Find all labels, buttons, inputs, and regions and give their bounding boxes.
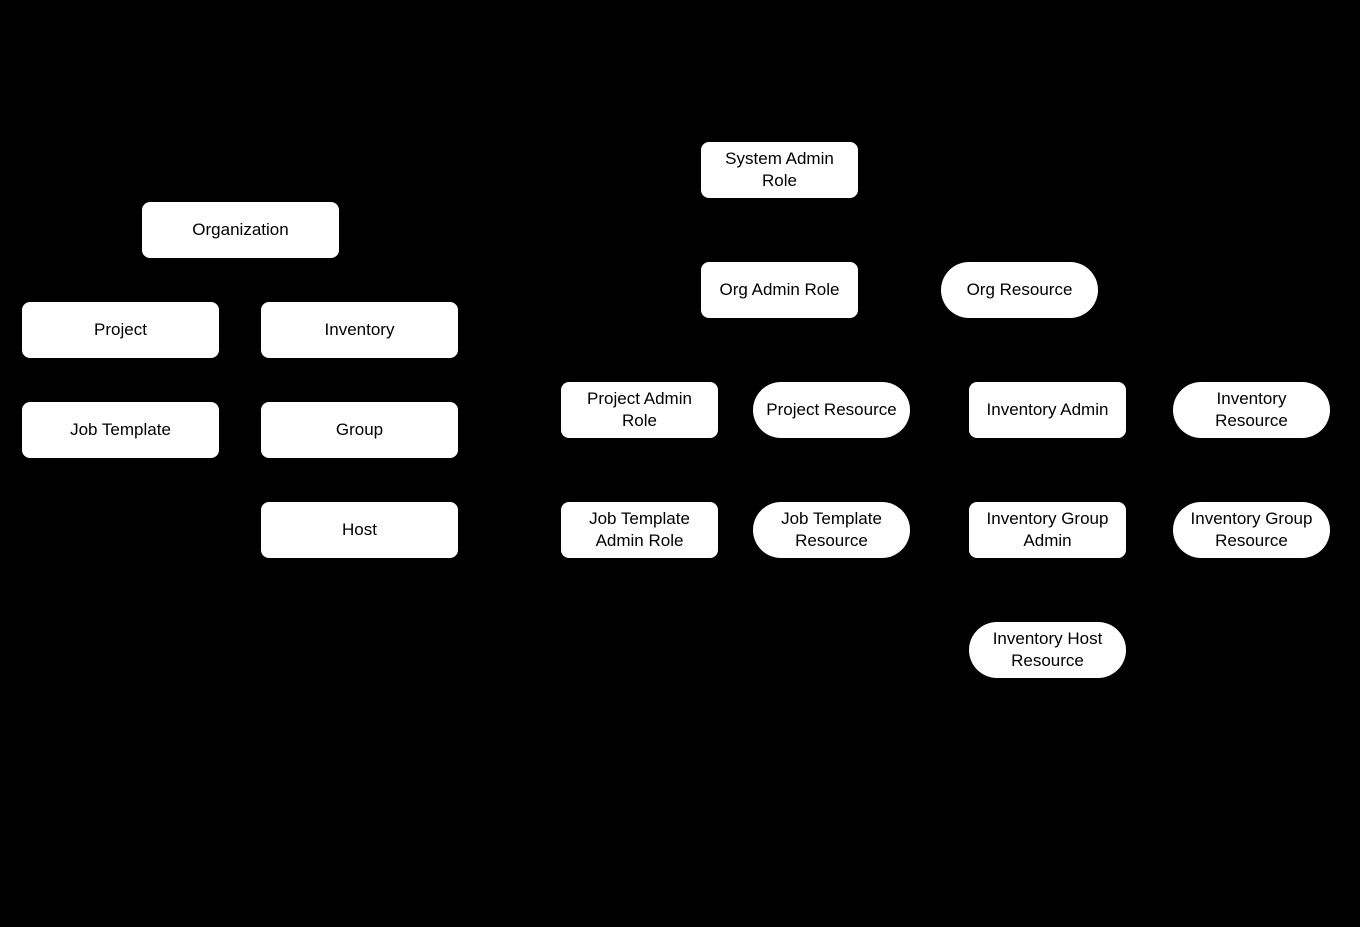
node-organization: Organization (142, 202, 339, 258)
node-project-resource: Project Resource (753, 382, 910, 438)
node-inventory-resource: Inventory Resource (1173, 382, 1330, 438)
node-project-admin-role: Project Admin Role (561, 382, 718, 438)
node-inventory-admin: Inventory Admin (969, 382, 1126, 438)
node-inventory-group-resource: Inventory Group Resource (1173, 502, 1330, 558)
node-job-template-admin-role: Job Template Admin Role (561, 502, 718, 558)
node-system-admin-role: System Admin Role (701, 142, 858, 198)
node-job-template-resource: Job Template Resource (753, 502, 910, 558)
node-inventory: Inventory (261, 302, 458, 358)
node-org-admin-role: Org Admin Role (701, 262, 858, 318)
node-org-resource: Org Resource (941, 262, 1098, 318)
node-inventory-host-resource: Inventory Host Resource (969, 622, 1126, 678)
node-host: Host (261, 502, 458, 558)
node-job-template: Job Template (22, 402, 219, 458)
node-inventory-group-admin: Inventory Group Admin (969, 502, 1126, 558)
node-group: Group (261, 402, 458, 458)
node-project: Project (22, 302, 219, 358)
